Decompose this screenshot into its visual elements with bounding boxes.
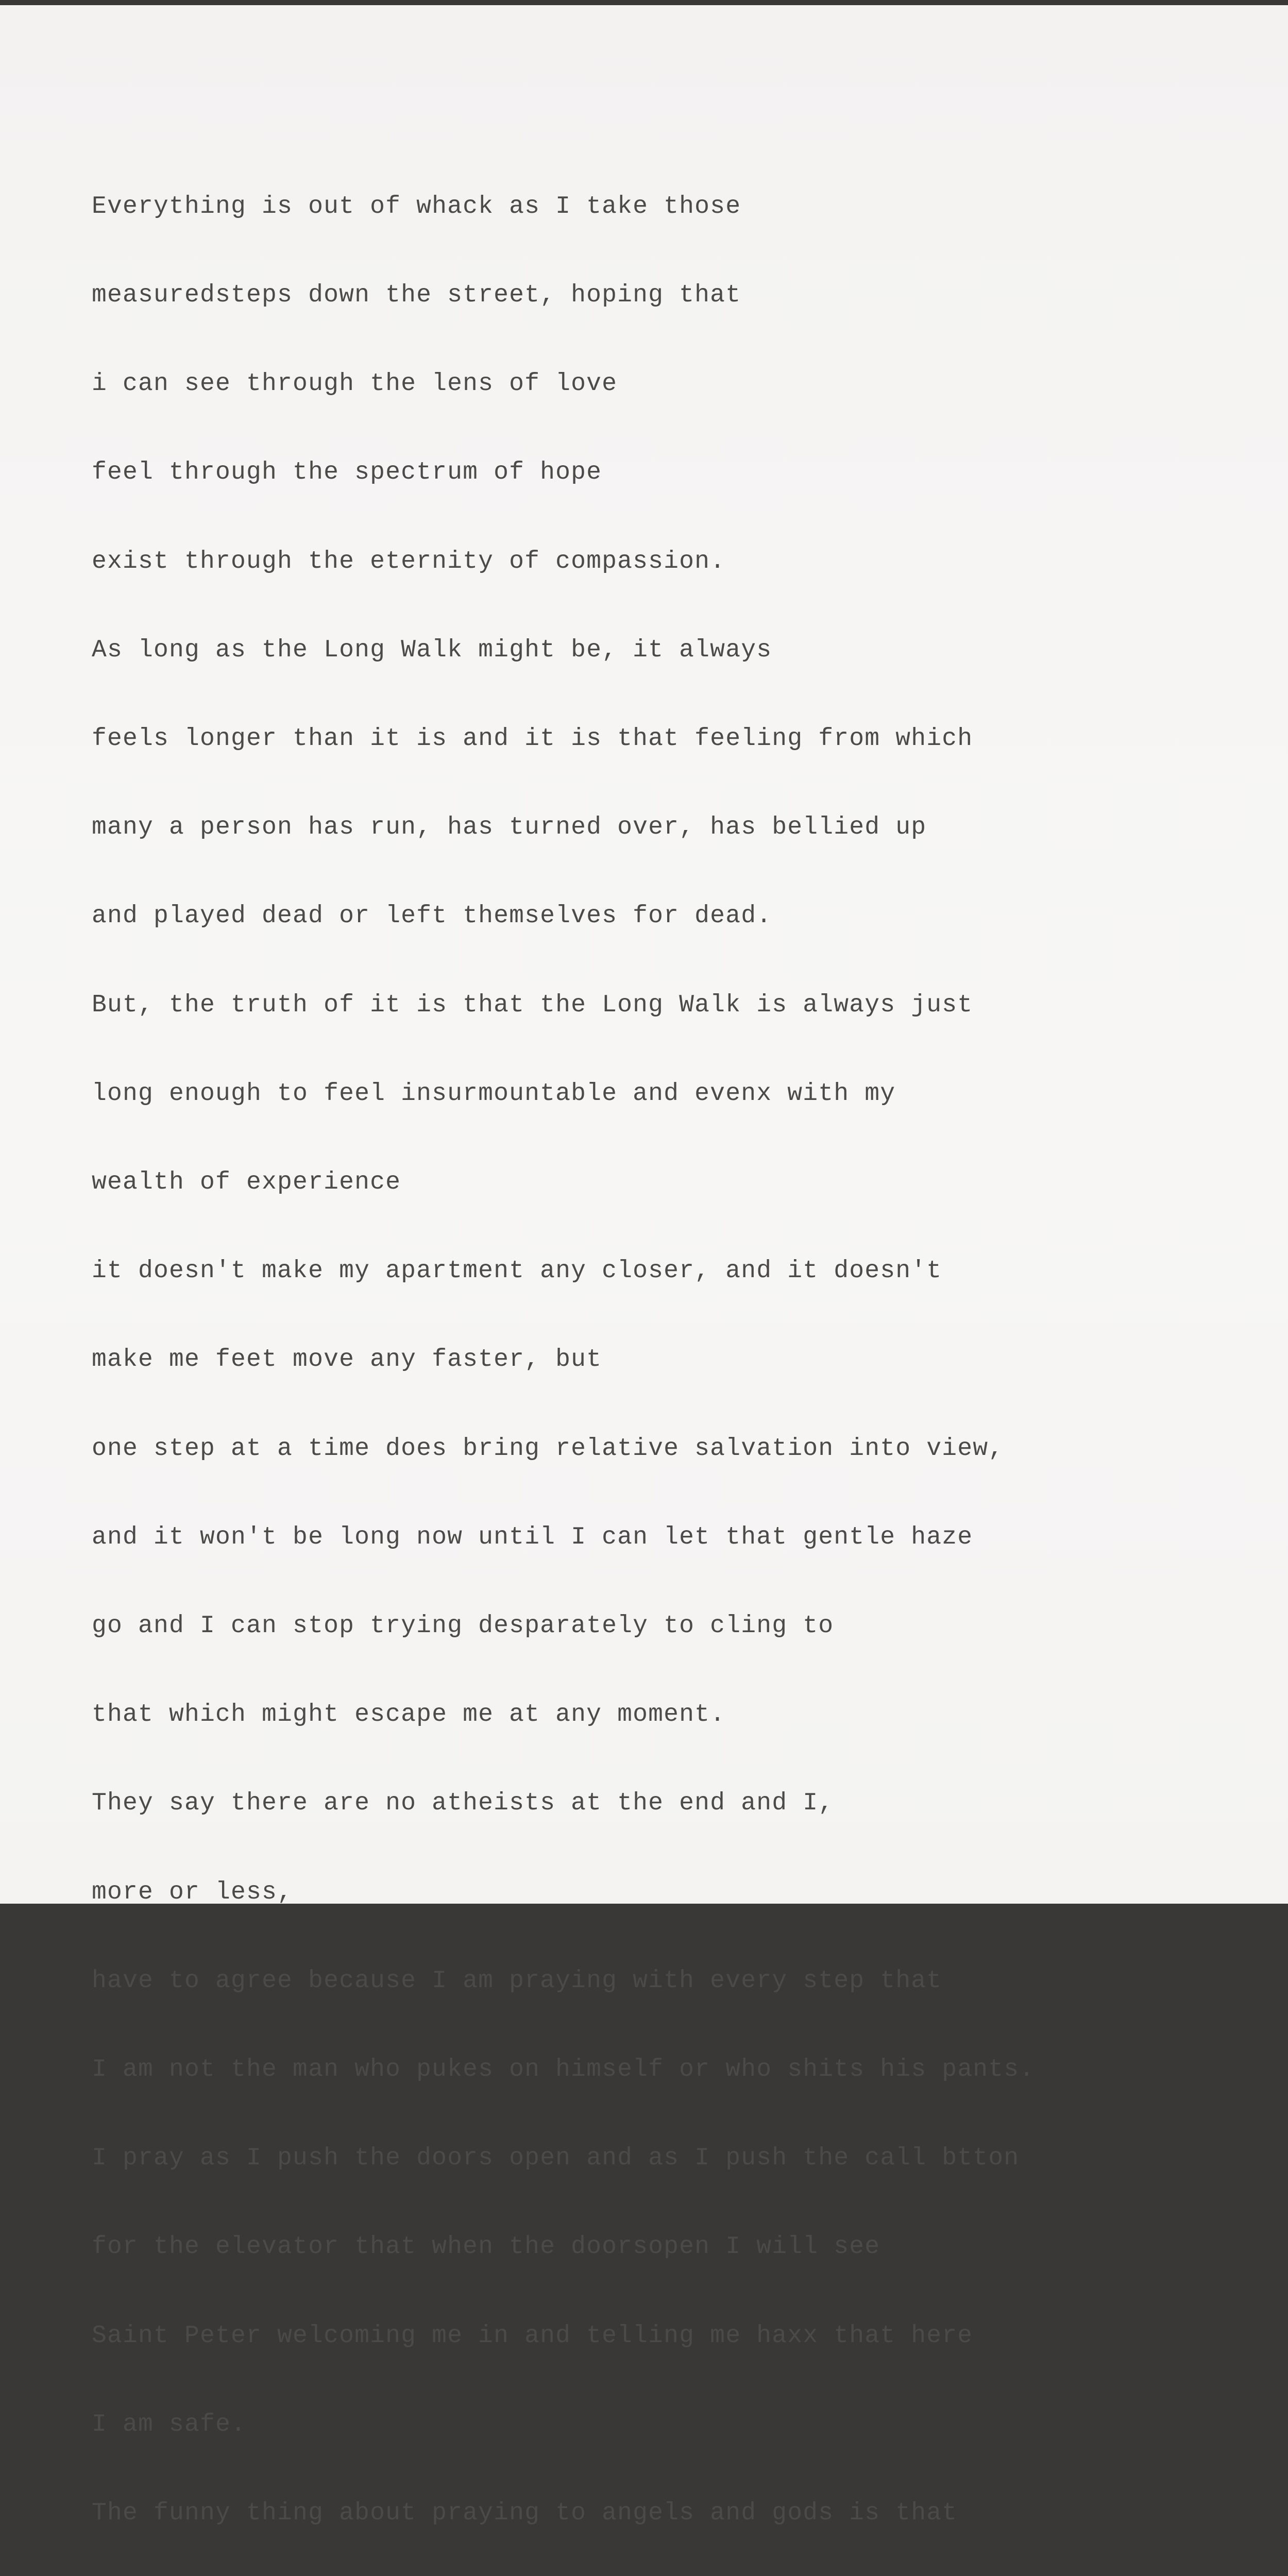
- poem-line-23: I pray as I push the doors open and as I push the call btton: [92, 2144, 1020, 2173]
- poem-line-27: The funny thing about praying to angels and gods is that: [92, 2499, 958, 2528]
- poem-line-4: feel through the spectrum of hope: [92, 459, 602, 487]
- poem-line-17: go and I can stop trying desparately to cling to: [92, 1612, 834, 1640]
- poem-line-21: have to agree because I am praying with every step that: [92, 1967, 942, 1995]
- poem-line-1: Everything is out of whack as I take those: [92, 192, 741, 221]
- poem-line-5: exist through the eternity of compassion.: [92, 547, 726, 575]
- typed-page: [0, 5, 1288, 2528]
- poem-line-26: I am safe.: [92, 2410, 247, 2438]
- poem-line-8: many a person has run, has turned over, has bellied up: [92, 814, 927, 842]
- poem-line-25: Saint Peter welcoming me in and telling me haxx that here: [92, 2321, 973, 2350]
- poem-line-12: wealth of experience: [92, 1168, 401, 1197]
- poem-line-3: i can see through the lens of love: [92, 370, 618, 398]
- poem-line-2: measuredsteps down the street, hoping that: [92, 281, 741, 310]
- poem-line-10: But, the truth of it is that the Long Walk is always just: [92, 991, 973, 1019]
- poem-line-15: one step at a time does bring relative salvation into view,: [92, 1434, 1004, 1463]
- poem-line-11: long enough to feel insurmountable and evenx with my: [92, 1079, 896, 1108]
- poem-line-24: for the elevator that when the doorsopen I will see: [92, 2233, 880, 2261]
- poem-line-13: it doesn't make my apartment any closer, and it doesn't: [92, 1257, 942, 1285]
- poem-line-14: make me feet move any faster, but: [92, 1346, 602, 1374]
- poem-line-20: more or less,: [92, 1878, 293, 1906]
- typewritten-poem: [92, 133, 1272, 2576]
- poem-line-6: As long as the Long Walk might be, it always: [92, 636, 772, 664]
- poem-line-9: and played dead or left themselves for dead.: [92, 902, 772, 930]
- poem-line-18: that which might escape me at any moment.: [92, 1701, 726, 1729]
- poem-line-22: I am not the man who pukes on himself or who shits his pants.: [92, 2056, 1035, 2084]
- poem-line-16: and it won't be long now until I can let that gentle haze: [92, 1523, 973, 1551]
- poem-line-19: They say there are no atheists at the end and I,: [92, 1789, 834, 1818]
- poem-line-7: feels longer than it is and it is that feeling from which: [92, 725, 973, 753]
